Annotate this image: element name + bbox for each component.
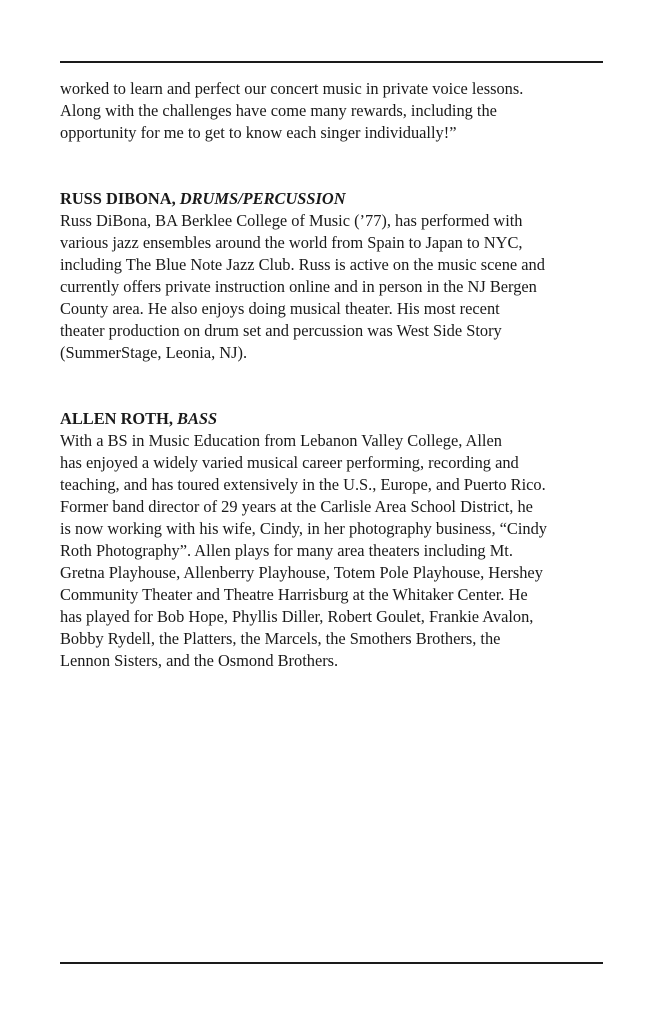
bio-line: teaching, and has toured extensively in the U.S., Europe, and Puerto Rico. — [60, 475, 546, 494]
intro-line: Along with the challenges have come many rewards, including the — [60, 101, 497, 120]
intro-line: opportunity for me to get to know each singer individually!” — [60, 123, 457, 142]
bio-line: has enjoyed a widely varied musical career performing, recording and — [60, 453, 519, 472]
top-rule — [60, 61, 603, 63]
bio-line: has played for Bob Hope, Phyllis Diller, Robert Goulet, Frankie Avalon, — [60, 607, 534, 626]
bio-allen-roth — [60, 408, 603, 672]
bio-line: various jazz ensembles around the world from Spain to Japan to NYC, — [60, 233, 523, 252]
bio-line: Gretna Playhouse, Allenberry Playhouse, Totem Pole Playhouse, Hershey — [60, 563, 543, 582]
bio-line: currently offers private instruction online and in person in the NJ Bergen — [60, 277, 537, 296]
bio-line: including The Blue Note Jazz Club. Russ is active on the music scene and — [60, 255, 545, 274]
intro-paragraph — [60, 78, 603, 144]
bottom-rule — [60, 962, 603, 964]
bio-line: Russ DiBona, BA Berklee College of Music (’77), has performed with — [60, 211, 523, 230]
bio-paragraph — [60, 210, 603, 364]
bio-heading — [60, 408, 603, 430]
bio-line: (SummerStage, Leonia, NJ). — [60, 343, 248, 362]
bio-heading — [60, 188, 603, 210]
bio-line: Community Theater and Theatre Harrisburg at the Whitaker Center. He — [60, 585, 528, 604]
bio-line: theater production on drum set and percussion was West Side Story — [60, 321, 502, 340]
bio-russ-dibona — [60, 188, 603, 364]
bio-role: BASS — [177, 409, 218, 428]
bio-paragraph — [60, 430, 603, 672]
bio-line: Former band director of 29 years at the Carlisle Area School District, he — [60, 497, 533, 516]
bio-line: Bobby Rydell, the Platters, the Marcels, the Smothers Brothers, the — [60, 629, 501, 648]
bio-line: Lennon Sisters, and the Osmond Brothers. — [60, 651, 339, 670]
intro-line: worked to learn and perfect our concert music in private voice lessons. — [60, 79, 524, 98]
page-content — [60, 78, 603, 672]
bio-line: Roth Photography”. Allen plays for many area theaters including Mt. — [60, 541, 513, 560]
bio-name: RUSS DIBONA, — [60, 189, 176, 208]
bio-line: County area. He also enjoys doing musical theater. His most recent — [60, 299, 500, 318]
bio-role: DRUMS/PERCUSSION — [179, 189, 346, 208]
bio-line: is now working with his wife, Cindy, in her photography business, “Cindy — [60, 519, 547, 538]
bio-line: With a BS in Music Education from Lebanon Valley College, Allen — [60, 431, 502, 450]
bio-name: ALLEN ROTH, — [60, 409, 173, 428]
